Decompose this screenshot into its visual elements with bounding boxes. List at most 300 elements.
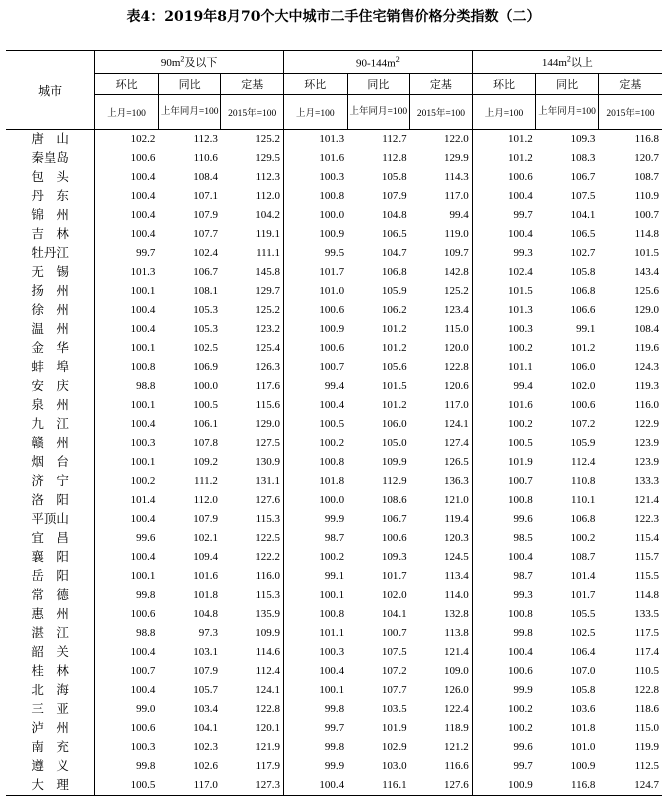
sub-header-mom: 环比 [284,74,348,95]
city-name: 湛 江 [31,626,69,640]
index-value: 105.8 [381,171,407,183]
index-value: 120.1 [255,722,280,734]
index-value: 107.0 [570,665,596,677]
index-value: 123.4 [443,304,469,316]
index-value: 100.3 [472,320,536,339]
index-value: 107.5 [570,190,596,202]
index-value: 108.3 [570,152,596,164]
city-name: 包 头 [31,170,69,184]
table-row [6,510,662,529]
city-name: 桂 林 [31,664,69,678]
index-value: 106.8 [381,266,407,278]
city-name: 唐 山 [31,132,69,146]
index-value: 101.3 [284,130,348,150]
index-value: 98.7 [472,567,536,586]
index-value: 107.9 [193,513,218,525]
index-value: 99.5 [284,244,348,263]
city-name: 牡丹江 [31,246,69,260]
index-value: 122.5 [255,532,280,544]
index-value: 101.5 [634,247,659,259]
table-row [6,548,662,567]
table-row [6,396,662,415]
index-value: 100.4 [95,320,159,339]
table-row [6,529,662,548]
city-name: 南 充 [31,740,69,754]
index-value: 101.2 [381,399,407,411]
index-value: 101.2 [472,149,536,168]
base-label-yoy: 上年同月=100 [347,95,410,130]
base-label-fixed: 2015年=100 [410,95,473,130]
table-row [6,282,662,301]
index-value: 101.3 [95,263,159,282]
index-value: 100.2 [570,532,596,544]
index-value: 145.8 [255,266,280,278]
index-value: 118.9 [444,722,469,734]
index-value: 115.0 [634,722,659,734]
index-value: 100.4 [95,168,159,187]
index-value: 105.3 [193,304,218,316]
index-value: 107.8 [193,437,218,449]
index-value: 99.4 [284,377,348,396]
index-value: 105.5 [570,608,596,620]
index-value: 106.8 [570,285,596,297]
index-value: 98.8 [95,377,159,396]
index-value: 100.0 [284,491,348,510]
index-value: 127.6 [255,494,280,506]
index-value: 100.4 [95,510,159,529]
index-value: 120.7 [634,152,659,164]
index-value: 97.3 [198,627,218,639]
index-value: 104.8 [381,209,407,221]
index-value: 116.6 [444,760,469,772]
index-value: 100.3 [95,434,159,453]
index-value: 125.2 [255,304,280,316]
index-value: 100.1 [284,681,348,700]
index-value: 100.4 [95,206,159,225]
sub-header-fixed: 定基 [410,74,473,95]
index-value: 101.6 [472,396,536,415]
index-value: 99.9 [472,681,536,700]
index-value: 129.5 [255,152,280,164]
index-value: 118.6 [634,703,659,715]
index-value: 100.4 [472,548,536,567]
index-value: 127.4 [443,437,469,449]
index-value: 110.8 [571,475,596,487]
city-name: 韶 关 [31,645,69,659]
index-value: 105.0 [381,437,407,449]
index-value: 110.5 [634,665,659,677]
index-value: 100.8 [284,453,348,472]
index-value: 100.3 [95,738,159,757]
table-row [6,567,662,586]
index-value: 99.7 [472,757,536,776]
index-value: 131.1 [255,475,280,487]
city-name: 扬 州 [31,284,69,298]
index-value: 99.1 [576,323,596,335]
table-row [6,586,662,605]
city-name: 金 华 [31,341,69,355]
index-value: 100.4 [472,643,536,662]
index-value: 99.0 [95,700,159,719]
index-value: 101.0 [570,741,596,753]
index-value: 101.5 [472,282,536,301]
index-value: 107.5 [381,646,407,658]
index-value: 103.6 [570,703,596,715]
index-value: 100.6 [284,301,348,320]
index-value: 117.9 [255,760,280,772]
index-value: 114.8 [634,228,659,240]
city-name: 徐 州 [31,303,69,317]
index-value: 99.6 [95,529,159,548]
index-value: 112.3 [255,171,280,183]
table-row [6,320,662,339]
index-value: 107.1 [193,190,218,202]
sub-header-yoy: 同比 [347,74,410,95]
table-row [6,339,662,358]
index-value: 109.4 [193,551,218,563]
index-value: 98.7 [284,529,348,548]
index-value: 100.4 [95,548,159,567]
sub-header-mom: 环比 [472,74,536,95]
index-value: 100.4 [95,225,159,244]
index-value: 102.0 [570,380,596,392]
index-value: 101.2 [570,342,596,354]
index-value: 124.1 [255,684,280,696]
table-body [6,130,662,796]
index-value: 115.7 [634,551,659,563]
index-value: 125.6 [634,285,659,297]
table-row [6,453,662,472]
index-value: 108.4 [193,171,218,183]
table-row [6,643,662,662]
table-row [6,719,662,738]
index-value: 117.0 [444,399,469,411]
index-value: 109.2 [193,456,218,468]
index-value: 100.4 [95,187,159,206]
index-value: 100.0 [193,380,218,392]
city-name: 秦皇岛 [31,151,69,165]
index-value: 100.7 [284,358,348,377]
table-row [6,624,662,643]
index-value: 115.3 [255,513,280,525]
table-row [6,415,662,434]
city-name: 锦 州 [31,208,69,222]
index-value: 100.2 [284,434,348,453]
index-value: 135.9 [255,608,280,620]
base-label-mom: 上月=100 [284,95,348,130]
index-value: 107.7 [381,684,407,696]
index-value: 101.7 [381,570,407,582]
index-value: 102.1 [193,532,218,544]
sub-header-yoy: 同比 [536,74,599,95]
index-value: 117.0 [158,776,221,796]
index-value: 99.7 [284,719,348,738]
index-value: 99.7 [95,244,159,263]
index-value: 124.3 [634,361,659,373]
index-value: 100.5 [284,415,348,434]
city-name: 平顶山 [31,512,69,526]
index-value: 100.2 [284,548,348,567]
index-value: 101.5 [381,380,407,392]
index-value: 117.5 [634,627,659,639]
table-row [6,776,662,796]
index-value: 119.1 [255,228,280,240]
index-value: 100.4 [95,415,159,434]
index-value: 104.1 [381,608,407,620]
table-row [6,434,662,453]
index-value: 109.9 [255,627,280,639]
city-name: 岳 阳 [31,569,69,583]
index-value: 116.0 [255,570,280,582]
index-value: 123.9 [634,437,659,449]
index-value: 100.4 [472,225,536,244]
index-value: 109.3 [381,551,407,563]
index-value: 100.8 [472,605,536,624]
index-value: 101.8 [284,472,348,491]
index-value: 100.2 [472,700,536,719]
index-value: 109.9 [381,456,407,468]
table-row [6,605,662,624]
index-value: 100.4 [284,776,348,796]
index-value: 143.4 [634,266,659,278]
index-value: 105.9 [570,437,596,449]
city-name: 襄 阳 [31,550,69,564]
index-value: 100.5 [193,399,218,411]
index-value: 130.9 [255,456,280,468]
index-value: 101.7 [284,263,348,282]
index-value: 105.6 [381,361,407,373]
index-value: 109.3 [570,133,596,145]
index-value: 102.2 [95,130,159,150]
index-value: 121.0 [443,494,469,506]
index-value: 127.3 [221,776,284,796]
city-name: 北 海 [31,683,69,697]
index-value: 100.1 [95,453,159,472]
index-value: 114.0 [444,589,469,601]
index-value: 100.9 [284,320,348,339]
index-value: 119.0 [444,228,469,240]
index-value: 105.9 [381,285,407,297]
table-row [6,472,662,491]
index-value: 102.7 [570,247,596,259]
index-value: 100.1 [284,586,348,605]
index-value: 110.9 [634,190,659,202]
index-value: 124.7 [598,776,662,796]
index-value: 100.1 [95,339,159,358]
index-value: 122.0 [443,133,469,145]
city-name: 丹 东 [31,189,69,203]
table-row [6,187,662,206]
index-value: 101.4 [570,570,596,582]
index-value: 101.8 [570,722,596,734]
index-value: 112.5 [634,760,659,772]
index-value: 112.7 [382,133,407,145]
index-value: 100.0 [284,206,348,225]
index-value: 101.9 [472,453,536,472]
index-value: 99.6 [472,510,536,529]
index-value: 107.9 [381,190,407,202]
index-value: 123.2 [255,323,280,335]
index-value: 121.4 [443,646,469,658]
index-value: 113.4 [444,570,469,582]
index-value: 110.1 [571,494,596,506]
index-value: 100.9 [570,760,596,772]
index-value: 101.8 [193,589,218,601]
index-value: 106.2 [381,304,407,316]
index-value: 100.6 [95,719,159,738]
index-value: 126.3 [255,361,280,373]
index-value: 111.2 [194,475,218,487]
index-value: 106.1 [193,418,218,430]
index-value: 100.1 [95,567,159,586]
index-value: 122.8 [634,684,659,696]
index-value: 100.4 [95,301,159,320]
sub-header-fixed: 定基 [221,74,284,95]
index-value: 99.4 [472,377,536,396]
index-value: 102.3 [193,741,218,753]
index-value: 110.6 [193,152,218,164]
base-label-mom: 上月=100 [95,95,159,130]
index-value: 112.4 [571,456,596,468]
index-value: 100.6 [95,149,159,168]
base-label-fixed: 2015年=100 [598,95,662,130]
index-value: 106.6 [570,304,596,316]
index-value: 112.8 [382,152,407,164]
city-name: 泉 州 [31,398,69,412]
index-value: 116.0 [634,399,659,411]
index-value: 100.8 [284,605,348,624]
index-value: 100.5 [472,434,536,453]
index-value: 106.9 [193,361,218,373]
index-value: 122.8 [255,703,280,715]
index-value: 111.1 [256,247,280,259]
index-value: 100.8 [95,358,159,377]
index-value: 99.9 [284,757,348,776]
index-value: 103.5 [381,703,407,715]
index-value: 100.4 [472,187,536,206]
city-name: 吉 林 [31,227,69,241]
index-value: 101.0 [284,282,348,301]
index-value: 108.6 [381,494,407,506]
index-value: 100.6 [381,532,407,544]
base-label-fixed: 2015年=100 [221,95,284,130]
index-value: 100.8 [472,491,536,510]
index-value: 119.4 [444,513,469,525]
index-value: 99.7 [472,206,536,225]
group-header-large: $144m^2$以上 [472,51,662,74]
index-value: 121.4 [634,494,659,506]
price-index-table [6,50,662,796]
index-value: 106.7 [193,266,218,278]
index-value: 119.9 [634,741,659,753]
index-value: 99.4 [449,209,469,221]
index-value: 100.4 [284,662,348,681]
index-value: 101.2 [381,342,407,354]
index-value: 98.8 [95,624,159,643]
city-name: 温 州 [31,322,69,336]
index-value: 122.4 [443,703,469,715]
city-name: 宜 昌 [31,531,69,545]
city-name: 无 锡 [31,265,69,279]
table-row [6,662,662,681]
index-value: 101.6 [284,149,348,168]
index-value: 116.1 [347,776,410,796]
index-value: 100.4 [284,396,348,415]
index-value: 126.5 [443,456,469,468]
index-value: 99.1 [284,567,348,586]
table-row [6,681,662,700]
index-value: 100.9 [472,776,536,796]
index-value: 105.8 [570,684,596,696]
index-value: 115.3 [255,589,280,601]
index-value: 101.1 [472,358,536,377]
table-row [6,225,662,244]
index-value: 99.8 [284,700,348,719]
index-value: 117.4 [634,646,659,658]
index-value: 107.7 [193,228,218,240]
index-value: 119.6 [634,342,659,354]
index-value: 101.9 [381,722,407,734]
index-value: 99.3 [472,586,536,605]
city-name: 大 理 [6,776,95,796]
index-value: 120.0 [443,342,469,354]
index-value: 102.5 [193,342,218,354]
sub-header-mom: 环比 [95,74,159,95]
index-value: 102.9 [381,741,407,753]
table-row [6,700,662,719]
sub-header-fixed: 定基 [598,74,662,95]
table-row [6,377,662,396]
index-value: 100.6 [472,168,536,187]
index-value: 106.7 [381,513,407,525]
base-label-yoy: 上年同月=100 [536,95,599,130]
index-value: 100.2 [95,472,159,491]
index-value: 105.3 [193,323,218,335]
index-value: 104.7 [381,247,407,259]
index-value: 115.5 [634,570,659,582]
index-value: 124.1 [443,418,469,430]
index-value: 100.7 [634,209,659,221]
index-value: 105.8 [570,266,596,278]
index-value: 101.6 [193,570,218,582]
index-value: 99.3 [472,244,536,263]
index-value: 100.3 [284,168,348,187]
index-value: 132.8 [443,608,469,620]
index-value: 129.0 [255,418,280,430]
index-value: 119.3 [634,380,659,392]
index-value: 100.7 [472,472,536,491]
index-value: 115.0 [444,323,469,335]
table-row [6,130,662,150]
index-value: 114.8 [634,589,659,601]
index-value: 113.8 [444,627,469,639]
index-value: 102.0 [381,589,407,601]
index-value: 116.8 [634,133,659,145]
index-value: 107.2 [570,418,596,430]
index-value: 127.5 [255,437,280,449]
table-row [6,263,662,282]
index-value: 100.7 [95,662,159,681]
index-value: 99.8 [95,586,159,605]
index-value: 100.4 [95,643,159,662]
index-value: 112.0 [255,190,280,202]
index-value: 114.3 [444,171,469,183]
index-value: 104.8 [193,608,218,620]
table-row [6,358,662,377]
index-value: 101.1 [284,624,348,643]
index-value: 101.4 [95,491,159,510]
group-header-small: $90m^2$及以下 [95,51,284,74]
